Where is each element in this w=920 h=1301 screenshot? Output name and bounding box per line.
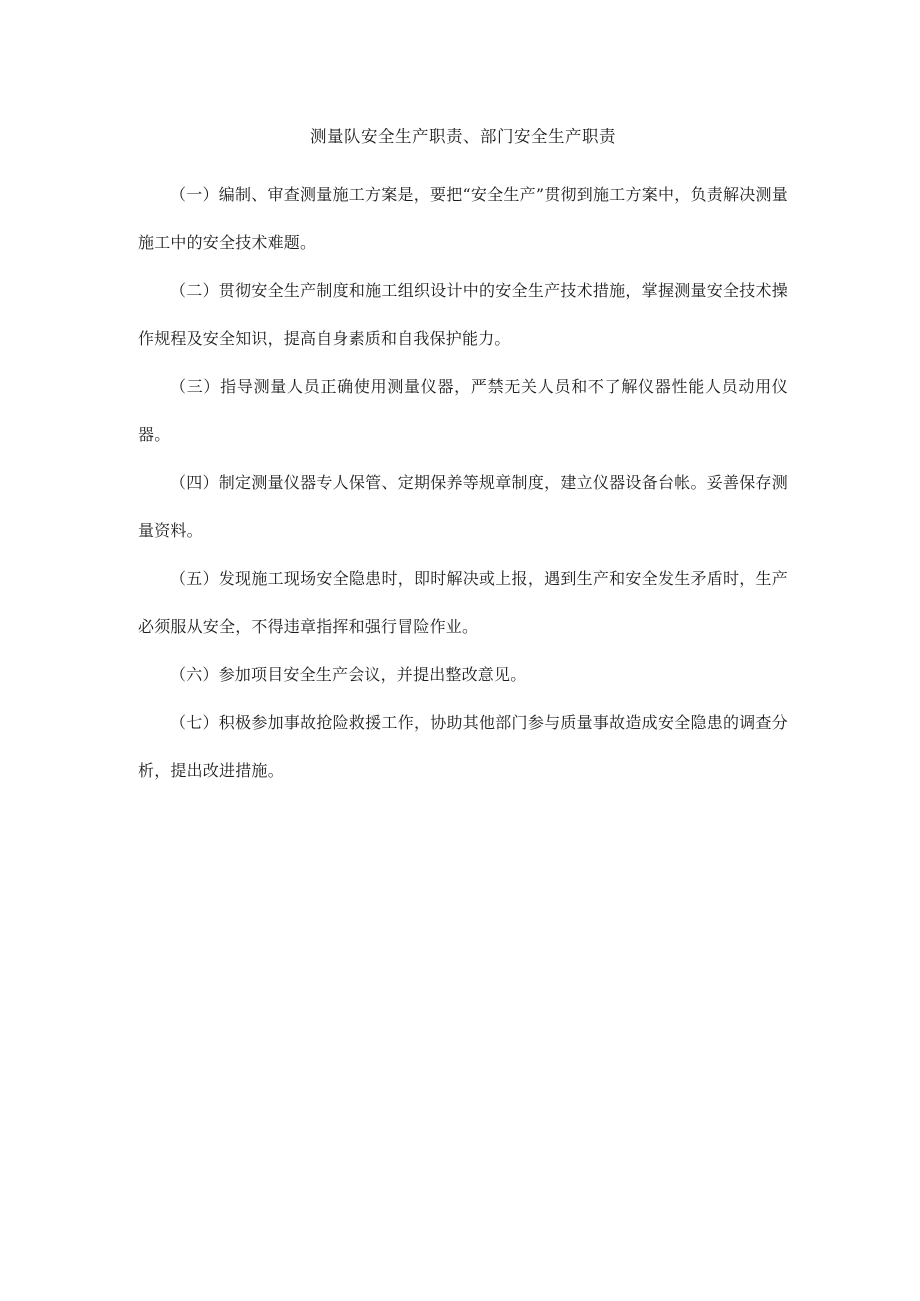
document-title: 测量队安全生产职责、部门安全生产职责 [310, 127, 616, 146]
paragraph-7: （七）积极参加事故抢险救援工作，协助其他部门参与质量事故造成安全隐患的调查分析，提出改进措施。 [138, 713, 788, 780]
paragraph-3: （三）指导测量人员正确使用测量仪器，严禁无关人员和不了解仪器性能人员动用仪器。 [138, 377, 788, 444]
paragraph-2: （二）贯彻安全生产制度和施工组织设计中的安全生产技术措施，掌握测量安全技术操作规程及安全知识，提高自身素质和自我保护能力。 [138, 281, 788, 348]
paragraph-6: （六）参加项目安全生产会议，并提出整改意见。 [170, 665, 527, 684]
document-body [138, 123, 788, 795]
paragraph-5: （五）发现施工现场安全隐患时，即时解决或上报，遇到生产和安全发生矛盾时，生产必须服从安全，不得违章指挥和强行冒险作业。 [138, 569, 788, 636]
paragraph-4: （四）制定测量仪器专人保管、定期保养等规章制度，建立仪器设备台帐。妥善保存测量资料。 [138, 473, 788, 540]
paragraph-1: （一）编制、审查测量施工方案是，要把“安全生产”贯彻到施工方案中，负责解决测量施工中的安全技术难题。 [138, 185, 788, 252]
